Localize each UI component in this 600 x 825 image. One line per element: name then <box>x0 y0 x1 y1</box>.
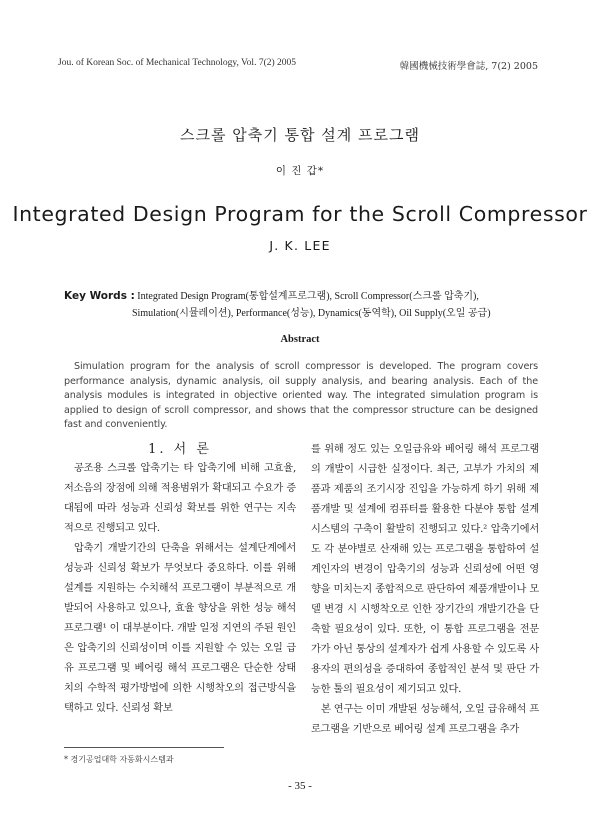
abstract-heading: Abstract <box>280 334 320 345</box>
keywords-line-2: Simulation(시뮬레이션), Performance(성능), Dynamics(동역학), Oil Supply(오일 공급) <box>132 308 491 319</box>
english-author: J. K. LEE <box>269 238 331 253</box>
journal-header-left: Jou. of Korean Soc. of Mechanical Technology, Vol. 7(2) 2005 <box>58 58 297 68</box>
footnote-divider <box>64 747 224 748</box>
paragraph: 압축기 개발기간의 단축을 위해서는 설계단계에서 성능과 신뢰성 확보가 무엇보다 중요하다. 이를 위해 설계를 지원하는 수치해석 프로그램이 부분적으로 개발되어 사용하고 있으나, 효율 향상을 위한 성능 해석 프로그램¹ 이 대부분이다. 개발 일정 지연의 주된 원인은 압축기의 신뢰성이며 이를 지원할 수 있는 오일 급유 프로그램 및 베어링 해석 프로그램은 단순한 상태치의 수학적 평가방법에 의한 시행착오의 접근방식을 택하고 있다. 신뢰성 확보 <box>64 543 296 714</box>
page-number: - 35 - <box>288 780 312 792</box>
paragraph: 를 위해 정도 있는 오일급유와 베어링 해석 프로그램의 개발이 시급한 실정이다. 최근, 고부가 가치의 제품과 제품의 조기시장 진입을 가능하게 하기 위해 제품개발 및 설계에 컴퓨터를 활용한 다분야 통합 설계 시스템의 구축이 활발히 진행되고 있다.² 압축기에서도 각 분야별로 산재해 있는 프로그램을 통합하여 설계인자의 변경이 압축기의 성능과 신뢰성에 어떤 영향을 미치는지 종합적으로 판단하여 제품개발이나 모델 변경 시 시행착오로 인한 장기간의 개발기간을 단축할 필요성이 있다. 또한, 이 통합 프로그램을 전문가가 아닌 통상의 설계자가 쉽게 사용할 수 있도록 사용자의 편의성을 증대하여 종합적인 분석 및 판단 가능한 툴의 필요성이 제기되고 있다. <box>311 444 539 695</box>
paragraph: 공조용 스크롤 압축기는 타 압축기에 비해 고효율, 저소음의 장점에 의해 적용범위가 확대되고 수요가 증대됨에 따라 성능과 신뢰성 확보를 위한 연구는 지속적으로 진행되고 있다. <box>64 463 296 534</box>
journal-header-right: 韓國機械技術學會誌, 7(2) 2005 <box>399 61 538 72</box>
abstract-text: Simulation program for the analysis of scroll compressor is developed. The program covers performance analysis, dynamic analysis, oil supply analysis, and bearing analysis. Each of the analysis modules is integrated in objective oriented way. The integrated simulation program is applied to design of scroll compressor, and shows that the compressor structure can be designed fast and conveniently. <box>64 361 538 431</box>
body-column-right <box>311 440 539 740</box>
korean-author: 이 진 갑* <box>275 165 325 177</box>
korean-title: 스크롤 압축기 통합 설계 프로그램 <box>180 126 420 144</box>
section-heading-intro: 1. 서 론 <box>148 442 212 457</box>
keywords-line-1: Integrated Design Program(통합설계프로그램), Scroll Compressor(스크롤 압축기), <box>137 291 479 302</box>
footnote: * 경기공업대학 자동화시스템과 <box>64 755 174 764</box>
paragraph: 본 연구는 이미 개발된 성능해석, 오일 급유해석 프로그램을 기반으로 베어링 설계 프로그램을 추가 <box>311 704 539 735</box>
body-column-left <box>64 459 296 719</box>
english-title: Integrated Design Program for the Scroll Compressor <box>12 202 588 226</box>
keywords-block <box>64 288 544 322</box>
keywords-label: Key Words : <box>64 290 135 302</box>
